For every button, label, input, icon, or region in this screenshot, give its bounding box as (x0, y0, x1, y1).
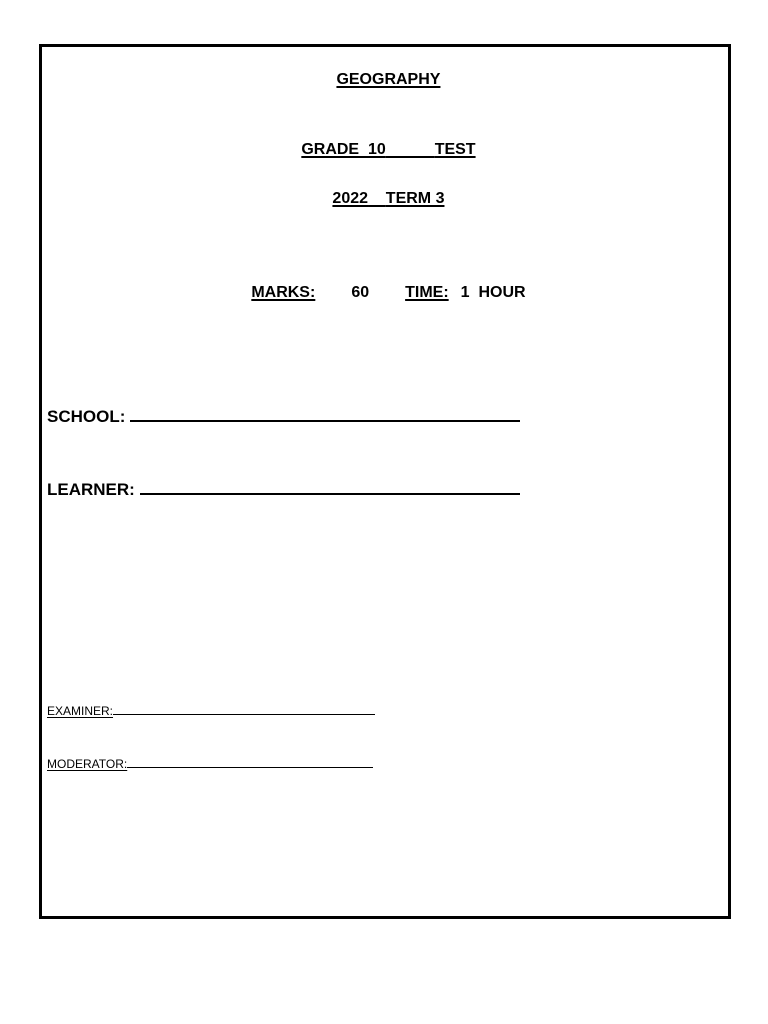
year-term-line (0, 169, 768, 209)
learner-label: LEARNER: (47, 480, 135, 499)
grade-test-text (301, 141, 475, 158)
year-term-text (332, 190, 444, 207)
moderator-label: MODERATOR: (47, 757, 128, 771)
subject-title (0, 50, 768, 90)
year-label: 2022 (332, 190, 369, 207)
grade-test-line (0, 120, 768, 160)
examiner-label: EXAMINER: (47, 704, 114, 718)
examiner-field (47, 702, 375, 719)
moderator-field (47, 755, 373, 772)
time-value: 1 HOUR (460, 284, 526, 301)
grade-test-gap (386, 141, 435, 158)
examiner-blank-line[interactable] (113, 702, 375, 715)
school-blank-line[interactable] (130, 405, 520, 422)
year-term-gap (368, 190, 386, 207)
subject-title-text: GEOGRAPHY (336, 71, 441, 88)
marks-time-line (0, 263, 768, 303)
term-label: TERM 3 (385, 190, 445, 207)
grade-label: GRADE 10 (301, 141, 386, 158)
school-field (47, 405, 520, 428)
learner-field (47, 478, 520, 501)
learner-blank-line[interactable] (140, 478, 520, 495)
school-label: SCHOOL: (47, 407, 126, 426)
marks-value: 60 (351, 284, 370, 301)
assessment-label: TEST (434, 141, 476, 158)
moderator-blank-line[interactable] (127, 755, 373, 768)
marks-label: MARKS: (251, 284, 316, 301)
time-label: TIME: (405, 284, 449, 301)
